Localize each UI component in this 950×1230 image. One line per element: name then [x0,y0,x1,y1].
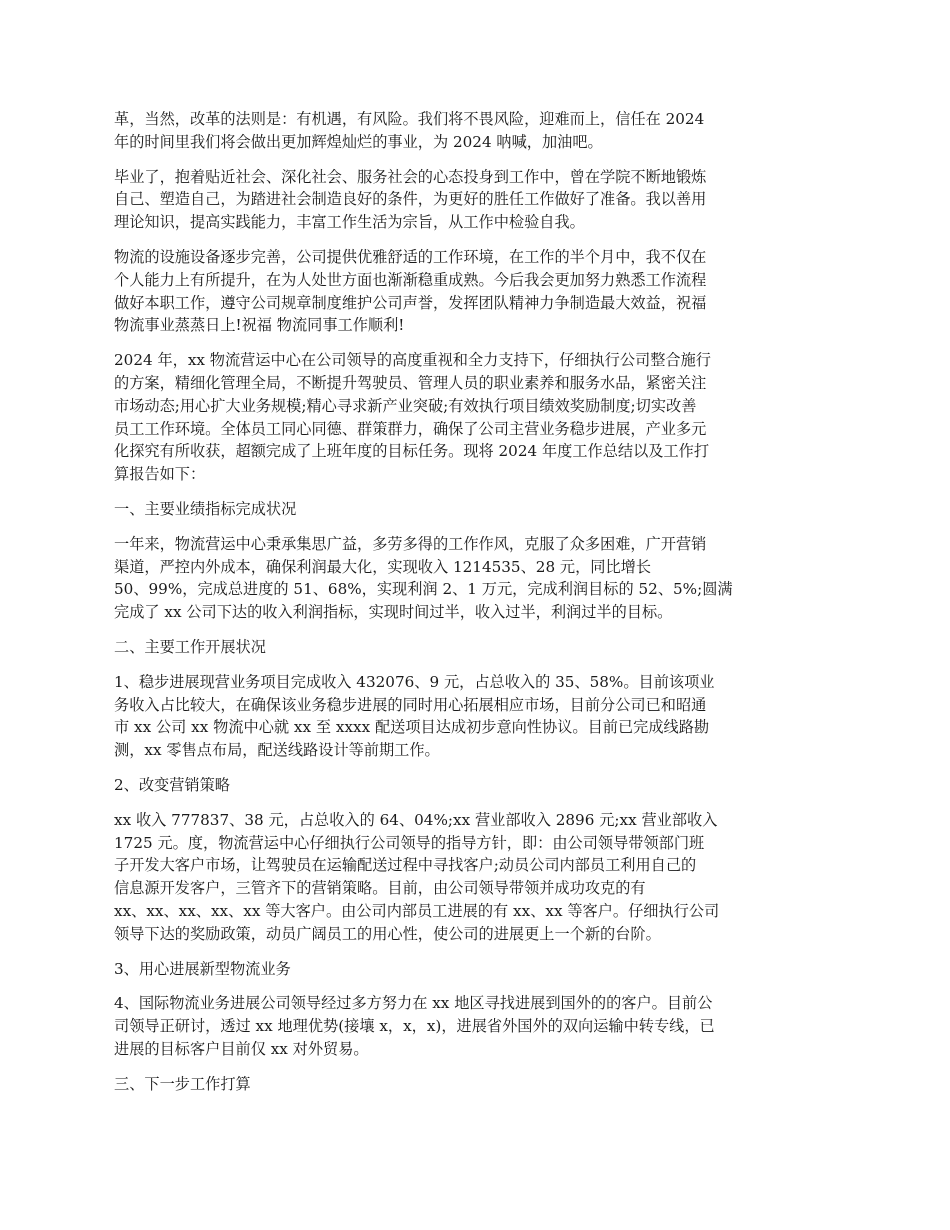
text-line: 1725 元。度，物流营运中心仔细执行公司领导的指导方针，即：由公司领导带领部门班 [114,833,705,852]
text-line: 员工工作环境。全体员工同心同德、群策群力，确保了公司主营业务稳步进展，产业多元 [114,419,707,438]
text-line: 领导下达的奖励政策，动员广阔员工的用心性，使公司的进展更上一个新的台阶。 [114,924,661,943]
text-line: 物流事业蒸蒸日上!祝福 物流同事工作顺利! [114,316,405,335]
text-line: 4、国际物流业务进展公司领导经过多方努力在 xx 地区寻找进展到国外的的客户。目前公 [114,994,713,1013]
text-line: 测，xx 零售点布局，配送线路设计等前期工作。 [114,741,440,760]
text-line: 2024 年，xx 物流营运中心在公司领导的高度重视和全力支持下，仔细执行公司整合施行 [114,351,711,370]
text-line: 年的时间里我们将会做出更加辉煌灿烂的事业，为 2024 呐喊，加油吧。 [114,132,603,151]
text-line: 个人能力上有所提升，在为人处世方面也渐渐稳重成熟。今后我会更加努力熟悉工作流程 [114,270,707,289]
text-line: 自己、塑造自己，为踏进社会制造良好的条件，为更好的胜任工作做好了准备。我以善用 [114,190,707,209]
text-line: 2、改变营销策略 [114,775,230,794]
text-line: 理论知识，提高实践能力，丰富工作生活为宗旨，从工作中检验自我。 [114,213,585,232]
text-line: 渠道，严控内外成本，确保利润最大化，实现收入 1214535、28 元，同比增长 [114,557,652,576]
text-line: 3、用心进展新型物流业务 [114,959,291,978]
paragraph [114,636,838,659]
paragraph [114,246,838,337]
text-line: 二、主要工作开展状况 [114,637,266,656]
text-line: 一、主要业绩指标完成状况 [114,499,297,518]
text-line: xx 收入 777837、38 元，占总收入的 64、04%;xx 营业部收入 2896 元;xx 营业部收入 [114,810,718,829]
text-line: 算报告如下： [114,465,206,484]
text-line: 做好本职工作，遵守公司规章制度维护公司声誉，发挥团队精神力争制造最大效益，祝福 [114,293,707,312]
paragraph [114,533,838,624]
paragraph [114,349,838,486]
paragraph [114,166,838,234]
paragraph [114,992,838,1060]
text-line: 50、99%，完成总进度的 51、68%，实现利润 2、1 万元，完成利润目标的 52、5%;圆满 [114,580,733,599]
text-line: 化探究有所收获，超额完成了上班年度的目标任务。现将 2024 年度工作总结以及工作打 [114,442,710,461]
paragraph [114,809,838,946]
text-line: 革，当然，改革的法则是：有机遇，有风险。我们将不畏风险，迎难而上，信任在 2024 [114,110,705,128]
text-line: 完成了 xx 公司下达的收入利润指标，实现时间过半，收入过半，利润过半的目标。 [114,603,673,622]
text-line: 市 xx 公司 xx 物流中心就 xx 至 xxxx 配送项目达成初步意向性协议。目前已完成线路勘 [114,718,710,737]
text-line: 司领导正研讨，透过 xx 地理优势(接壤 x，x，x)，进展省外国外的双向运输中转专线，已 [114,1017,715,1036]
text-line: 物流的设施设备逐步完善，公司提供优雅舒适的工作环境，在工作的半个月中，我不仅在 [114,247,707,266]
text-line: 三、下一步工作打算 [114,1074,251,1093]
paragraph [114,958,838,981]
text-line: 子开发大客户市场，让驾驶员在运输配送过程中寻找客户;动员公司内部员工利用自己的 [114,856,697,875]
paragraph [114,1073,838,1096]
text-line: 的方案，精细化管理全局，不断提升驾驶员、管理人员的职业素养和服务水品，紧密关注 [114,373,707,392]
text-line: 信息源开发客户，三管齐下的营销策略。目前，由公司领导带领并成功攻克的有 [114,879,646,898]
text-line: 务收入占比较大，在确保该业务稳步进展的同时用心拓展相应市场，目前分公司已和昭通 [114,695,707,714]
paragraph [114,108,838,154]
text-line: 毕业了，抱着贴近社会、深化社会、服务社会的心态投身到工作中，曾在学院不断地锻炼 [114,167,707,186]
text-line: 市场动态;用心扩大业务规模;精心寻求新产业突破;有效执行项目绩效奖励制度;切实改善 [114,396,697,415]
text-line: 进展的目标客户目前仅 xx 对外贸易。 [114,1039,369,1058]
paragraph [114,774,838,797]
text-line: 一年来，物流营运中心秉承集思广益，多劳多得的工作作风，克服了众多困难，广开营销 [114,534,707,553]
text-line: 1、稳步进展现营业务项目完成收入 432076、9 元，占总收入的 35、58%。目前该项业 [114,672,715,691]
document-body [114,108,838,1107]
text-line: xx、xx、xx、xx、xx 等大客户。由公司内部员工进展的有 xx、xx 等客户。仔细执行公司 [114,901,720,920]
paragraph [114,671,838,762]
paragraph [114,498,838,521]
